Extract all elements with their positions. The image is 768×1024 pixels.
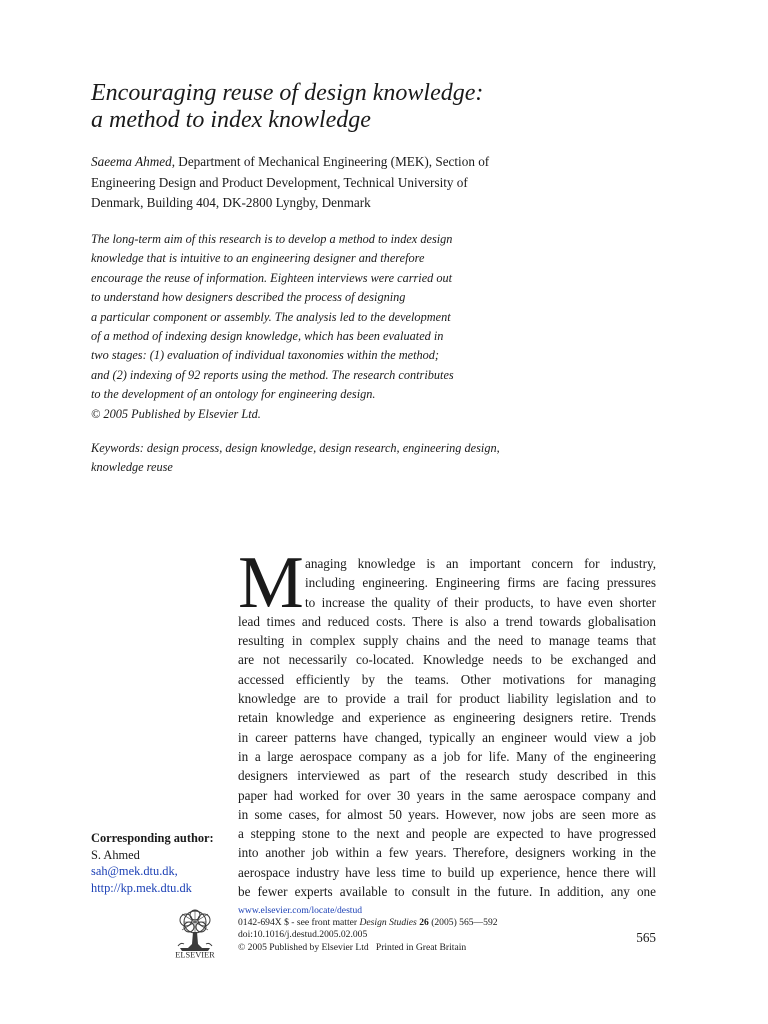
body-line: be fewer experts available to consult in the future. In addition, any one [238,884,656,900]
corresponding-author-label: Corresponding author: [91,831,214,845]
body-line: paper had worked for over 30 years in the same aerospace company and [238,787,656,803]
body-line: in a large aerospace company as a job for life. Many of the engineering [238,748,656,764]
body-line: to increase the quality of their products, to have even shorter [305,594,656,610]
corresponding-author-name: S. Ahmed [91,847,140,862]
abstract [91,230,511,424]
abstract-line: to the development of an ontology for engineering design. [91,387,376,402]
issn-prefix: 0142-694X $ - see front matter [238,917,360,929]
abstract-line: The long-term aim of this research is to develop a method to index design [91,232,453,246]
body-line: a stepping stone to the next and people are expected to have progressed [238,826,656,842]
body-line: knowledge are to provide a trail for product liability legislation and to [238,691,656,707]
abstract-line: two stages: (1) evaluation of individual taxonomies within the method; [91,348,440,363]
corresponding-author [91,830,231,896]
abstract-line: encourage the reuse of information. Eighteen interviews were carried out [91,270,453,285]
doi-line: doi:10.1016/j.destud.2005.02.005 [238,929,368,941]
elsevier-tree-logo [170,908,220,958]
author-homepage-link[interactable]: http://kp.mek.dtu.dk [91,880,192,895]
body-line: designers interviewed as part of the research study described in this [238,768,656,784]
abstract-line: knowledge that is intuitive to an engineering designer and therefore [91,251,425,266]
body-line: are not necessarily co-located. Knowledge needs to be exchanged and [238,652,656,668]
issn-line [238,917,658,929]
keywords: Keywords: design process, design knowledge, design research, engineering design, knowledge reuse [91,441,500,475]
body-line: in career patterns have changed, typically an engineer would view a job [238,729,656,745]
journal-name: Design Studies [359,917,417,929]
article-title [91,80,691,134]
abstract-line: of a method of indexing design knowledge, which has been evaluated in [91,329,444,344]
abstract-line: a particular component or assembly. The analysis led to the development [91,309,451,324]
author-email-link[interactable]: sah@mek.dtu.dk, [91,864,178,878]
body-line: aerospace industry have less time to build up experience, hence there will [238,864,656,880]
journal-volume: 26 [419,917,429,929]
journal-url-link[interactable]: www.elsevier.com/locate/destud [238,905,363,916]
body-line: into another job within a few years. Therefore, designers working in the [238,845,656,861]
body-line: anaging knowledge is an important concern for industry, [305,556,656,571]
author-name: Saeema Ahmed [91,154,172,169]
body-line: resulting in complex supply chains and the need to manage teams that [238,633,656,649]
body-text [238,554,656,901]
issue-pages: (2005) 565—592 [428,917,498,929]
body-line: retain knowledge and experience as engineering designers retire. Trends [238,710,656,726]
drop-cap: M [238,542,304,624]
title-line-1: Encouraging reuse of design knowledge: [91,80,484,106]
body-line: in some cases, for almost 50 years. However, now jobs are seen more as [238,806,656,822]
affiliation-text: , Department of Mechanical Engineering (MEK), Section of Engineering Design and Product Development, Technical University of Denmark, Building 404, DK-2800 Lyngby, Denmark [91,154,490,210]
body-line: accessed efficiently by the teams. Other motivations for managing [238,671,656,687]
page-number: 565 [636,930,656,945]
title-line-2: a method to index knowledge [91,107,371,133]
author-affiliation [91,152,511,214]
abstract-line: to understand how designers described the process of designing [91,290,406,305]
elsevier-logo-text: ELSEVIER [175,950,215,958]
body-line: including engineering. Engineering firms are facing pressures [305,575,656,591]
publication-footer [238,905,658,954]
body-line: lead times and reduced costs. There is also a trend towards globalisation [238,613,656,629]
abstract-line: and (2) indexing of 92 reports using the method. The research contributes [91,367,454,382]
footer-copyright: © 2005 Published by Elsevier Ltd Printed in Great Britain [238,941,467,953]
abstract-copyright: © 2005 Published by Elsevier Ltd. [91,406,261,421]
